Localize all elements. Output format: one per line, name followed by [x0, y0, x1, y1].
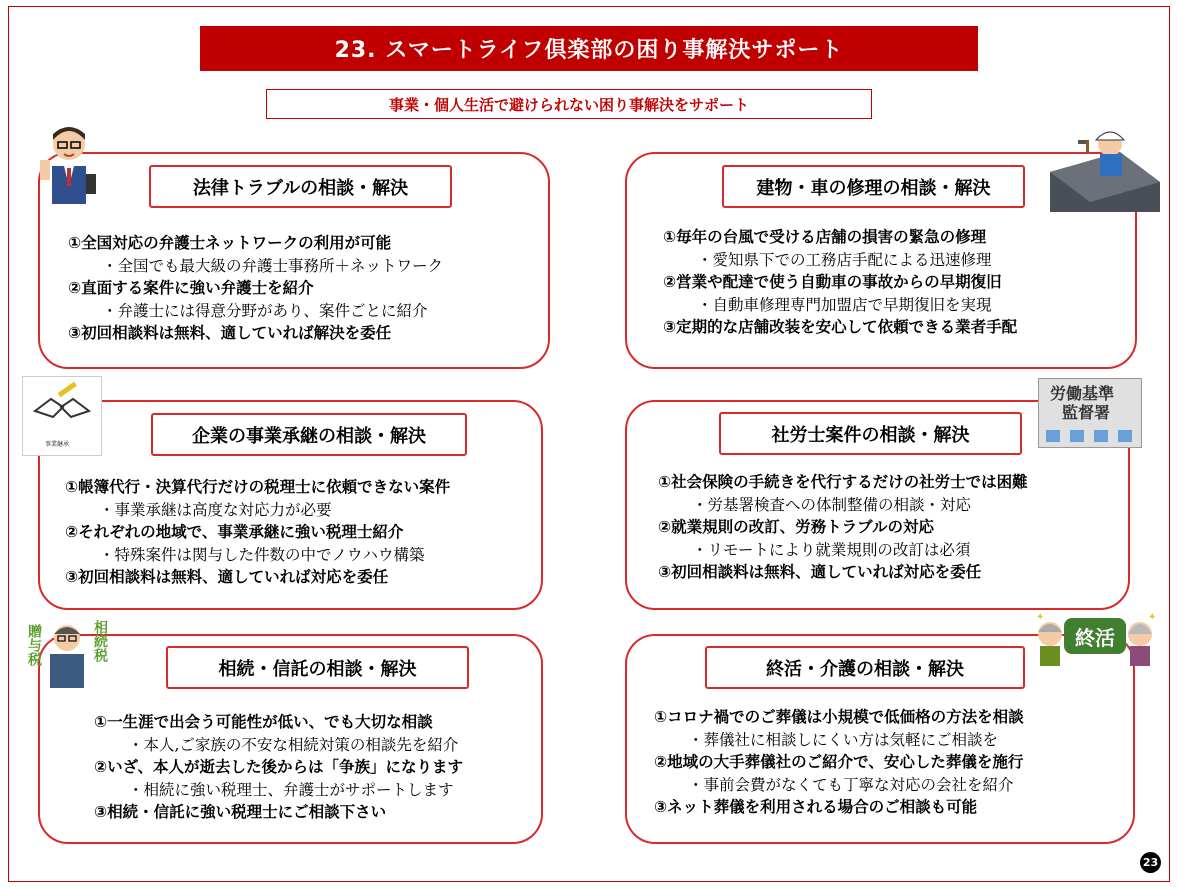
list-item: ・全国でも最大級の弁護士事務所＋ネットワーク [102, 256, 444, 275]
labor-office-illustration [1036, 378, 1144, 448]
card-repair-title: 建物・車の修理の相談・解決 [722, 165, 1025, 208]
list-item: ②それぞれの地域で、事業承継に強い税理士紹介 [65, 523, 404, 541]
handshake-icon [23, 377, 101, 437]
svg-text:✦: ✦ [1148, 612, 1157, 623]
list-item: ②直面する案件に強い弁護士を紹介 [68, 279, 314, 297]
gift-tax-label: 贈与税 [26, 624, 42, 666]
labor-office-sign-line2: 監督署 [1062, 403, 1111, 422]
list-item: ・弁護士には得意分野があり、案件ごとに紹介 [102, 301, 428, 320]
card-labor-lines [658, 471, 1028, 584]
card-shukatsu-lines [654, 706, 1024, 819]
list-item: ②地域の大手葬儀社のご紹介で、安心した葬儀を施行 [654, 753, 1024, 771]
page-number: 23 [1140, 852, 1161, 873]
card-inheritance-lines [94, 711, 463, 824]
page-subtitle: 事業・個人生活で避けられない困り事解決をサポート [266, 89, 872, 119]
list-item: ③初回相談料は無料、適していれば対応を委任 [658, 563, 982, 581]
card-legal-title: 法律トラブルの相談・解決 [149, 165, 452, 208]
list-item: ③ネット葬儀を利用される場合のご相談も可能 [654, 798, 978, 816]
list-item: ①毎年の台風で受ける店舗の損害の緊急の修理 [663, 228, 987, 246]
card-shukatsu-title: 終活・介護の相談・解決 [705, 646, 1025, 689]
list-item: ②営業や配達で使う自動車の事故からの早期復旧 [663, 273, 1002, 291]
list-item: ・リモートにより就業規則の改訂は必須 [692, 540, 971, 559]
list-item: ・本人,ご家族の不安な相続対策の相談先を紹介 [128, 735, 459, 754]
list-item: ・葬儀社に相談しにくい方は気軽にご相談を [688, 730, 999, 749]
list-item: ①コロナ禍でのご葬儀は小規模で低価格の方法を相談 [654, 708, 1024, 726]
svg-text:✦: ✦ [1036, 612, 1045, 623]
card-legal-lines [68, 232, 443, 345]
list-item: ・労基署検査への体制整備の相談・対応 [692, 495, 972, 514]
window [1118, 430, 1132, 442]
list-item: ③定期的な店舗改装を安心して依頼できる業者手配 [663, 318, 1018, 336]
list-item: ①帳簿代行・決算代行だけの税理士に依頼できない案件 [65, 478, 451, 496]
list-item: ①一生涯で出会う可能性が低い、でも大切な相談 [94, 713, 433, 731]
shukatsu-label: 終活 [1075, 626, 1115, 650]
list-item: ・相続に強い税理士、弁護士がサポートします [128, 780, 454, 799]
list-item: ・事業承継は高度な対応力が必要 [99, 500, 332, 519]
shukatsu-illustration [1034, 612, 1158, 666]
page-title: 23. スマートライフ倶楽部の困り事解決サポート [200, 26, 978, 71]
window [1046, 430, 1060, 442]
window [1070, 430, 1084, 442]
list-item: ・愛知県下での工務店手配による迅速修理 [697, 250, 992, 269]
list-item: ・事前会費がなくても丁寧な対応の会社を紹介 [688, 775, 1014, 794]
lawyer-illustration-icon [38, 116, 100, 208]
roof-repair-illustration-icon [1050, 122, 1160, 212]
window [1094, 430, 1108, 442]
list-item: ①全国対応の弁護士ネットワークの利用が可能 [68, 234, 392, 252]
handshake-caption: 事業継承 [45, 441, 70, 448]
inheritance-tax-label: 相続税 [92, 620, 108, 662]
card-inheritance-title: 相続・信託の相談・解決 [166, 646, 469, 689]
card-repair-lines [663, 226, 1017, 339]
list-item: ①社会保険の手続きを代行するだけの社労士では困難 [658, 473, 1028, 491]
handshake-illustration [22, 376, 102, 456]
labor-office-sign-line1: 労働基準 [1050, 384, 1115, 403]
card-succession-title: 企業の事業承継の相談・解決 [151, 413, 467, 456]
list-item: ③初回相談料は無料、適していれば解決を委任 [68, 324, 392, 342]
card-succession-lines [65, 476, 450, 589]
card-labor-title: 社労士案件の相談・解決 [719, 412, 1022, 455]
list-item: ②就業規則の改訂、労務トラブルの対応 [658, 518, 935, 536]
list-item: ②いざ、本人が逝去した後からは「争族」になります [94, 758, 464, 776]
list-item: ③相続・信託に強い税理士にご相談下さい [94, 803, 387, 821]
worried-man-icon [42, 618, 92, 688]
list-item: ③初回相談料は無料、適していれば対応を委任 [65, 568, 389, 586]
list-item: ・自動車修理専門加盟店で早期復旧を実現 [697, 295, 992, 314]
inheritance-tax-illustration [26, 616, 112, 688]
list-item: ・特殊案件は関与した件数の中でノウハウ構築 [99, 545, 425, 564]
